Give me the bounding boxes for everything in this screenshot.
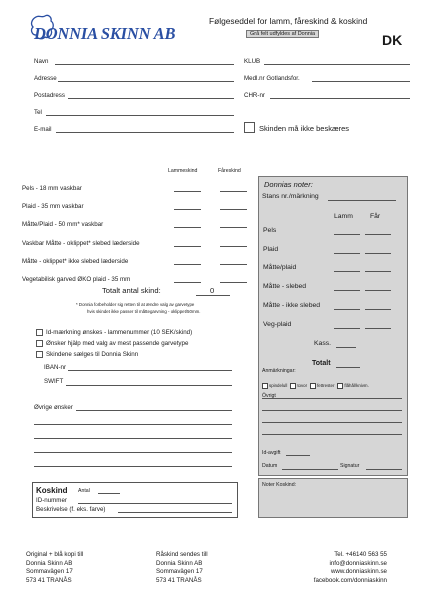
notes-col-sheep: Får (370, 213, 381, 220)
id-marking-checkbox[interactable] (36, 329, 43, 336)
footnote-line-2: hvis skindet ikke passer til måttegarvning - oklippet/50mm. (87, 309, 201, 314)
footer-original-copy (26, 551, 83, 585)
sell-skins-label: Skindene sælges til Donnia Skinn (46, 351, 139, 358)
note-lamb-field[interactable] (334, 309, 360, 310)
lamb-count-field[interactable] (174, 209, 201, 210)
other-notes-label: Övrigt (262, 393, 276, 399)
footer-col2-line4: 573 41 TRANÅS (156, 576, 202, 584)
discard-field[interactable] (336, 347, 356, 348)
footer-email-link[interactable]: info@donniaskinn.se (329, 559, 387, 567)
other-notes-field-4[interactable] (262, 434, 402, 435)
sheep-count-field[interactable] (220, 191, 247, 192)
help-choice-checkbox[interactable] (36, 340, 43, 347)
club-field[interactable] (264, 64, 410, 65)
footer-website-link[interactable]: www.donniaskinn.se (330, 568, 387, 576)
chr-label: CHR-nr (244, 92, 265, 99)
other-wishes-field-5[interactable] (34, 466, 232, 467)
remark-checkbox-4[interactable] (337, 383, 343, 389)
signature-field[interactable] (366, 469, 402, 470)
phone-field[interactable] (46, 115, 234, 116)
other-notes-field-2[interactable] (262, 410, 402, 411)
note-row-label: Måtte - slebed (263, 283, 307, 291)
member-number-label: Medl.nr Gotlandsfor. (244, 75, 300, 82)
remark-checkbox-2[interactable] (290, 383, 296, 389)
sheep-count-field[interactable] (220, 246, 247, 247)
logo-text: DONNIA SKINN AB (34, 24, 176, 43)
sheep-count-field[interactable] (220, 209, 247, 210)
sheep-count-field[interactable] (220, 227, 247, 228)
cowhide-description-label: Beskrivelse (f. eks. farve) (36, 506, 106, 513)
punch-number-label: Stans nr./märkning (262, 193, 319, 200)
form-title: Følgeseddel for lamm, fåreskind & koskind (209, 16, 368, 26)
postal-address-label: Postadress (34, 92, 65, 99)
note-sheep-field[interactable] (365, 328, 391, 329)
country-code: DK (382, 32, 403, 48)
cowhide-count-label: Antal (78, 488, 90, 494)
remarks-label: Anmärkningar: (262, 368, 296, 374)
footer-contact (314, 551, 387, 585)
footer-col1-line3: Sommavägen 17 (26, 568, 73, 576)
footer-col2-line1: Råskind sendes till (156, 551, 208, 558)
notes-col-lamb: Lamm (334, 213, 353, 220)
lamb-count-field[interactable] (174, 264, 201, 265)
remark-checkbox-1[interactable] (262, 383, 268, 389)
signature-label: Signatur (340, 463, 360, 469)
remark-checks (262, 377, 406, 387)
name-label: Navn (34, 58, 49, 65)
phone-label: Tel (34, 109, 42, 116)
date-field[interactable] (282, 469, 338, 470)
skin-type-label: Vegetabilisk garved ØKO plaid - 35 mm (22, 276, 131, 283)
donnia-notes-title: Donnias noter: (264, 180, 313, 189)
email-label: E-mail (34, 126, 52, 133)
note-row-label: Måtte - ikke slebed (263, 301, 321, 309)
notes-total-label: Totalt (312, 360, 331, 367)
footer-col1-line4: 573 41 TRANÅS (26, 576, 72, 584)
skin-type-label: Måtte - oklippet* ikke slebed læderside (22, 257, 129, 265)
date-label: Datum (262, 463, 278, 469)
discard-label: Kass. (314, 340, 331, 347)
note-lamb-field[interactable] (334, 234, 360, 235)
footer-col2-line2: Donnia Skinn AB (156, 559, 203, 567)
other-wishes-field-2[interactable] (34, 424, 232, 425)
footer-phone: Tel. +46140 563 55 (334, 551, 387, 558)
footer-facebook-link[interactable]: facebook.com/donniaskinn (313, 576, 387, 584)
note-row-label: Veg-plaid (263, 320, 292, 328)
other-notes-field-1[interactable] (262, 398, 402, 399)
id-marking-label: Id-mærkning ønskes - lammenummer (10 SEK/skind) (46, 329, 193, 336)
address-label: Adresse (34, 75, 57, 82)
lamb-count-field[interactable] (174, 246, 201, 247)
total-skins-label: Totalt antal skind: (102, 286, 161, 295)
other-wishes-field-3[interactable] (34, 438, 232, 439)
sheep-count-field[interactable] (220, 264, 247, 265)
note-lamb-field[interactable] (334, 271, 360, 272)
lamb-count-field[interactable] (174, 227, 201, 228)
remark-check-label-3: fettrester (317, 383, 335, 389)
iban-field[interactable] (68, 370, 232, 371)
other-wishes-label: Øvrige ønsker (34, 404, 73, 411)
grey-field-note: Grå felt udfyldes af Donnia (246, 30, 319, 38)
lamb-count-field[interactable] (174, 191, 201, 192)
skin-type-label: Vaskbar Måtte - oklippet* slebed læderside (22, 239, 140, 247)
notes-total-field[interactable] (336, 367, 360, 368)
no-trim-label: Skinden må ikke beskæres (259, 124, 350, 133)
skin-type-label: Plaid - 35 mm vaskbar (22, 203, 84, 211)
remark-check-label-2: tovor (297, 383, 308, 389)
email-field[interactable] (56, 132, 234, 133)
remark-checkbox-3[interactable] (310, 383, 316, 389)
footer-col1-line1: Original + blå kopi till (26, 551, 84, 558)
footer-col2-line3: Sommavägen 17 (156, 568, 203, 576)
member-number-field[interactable] (312, 81, 410, 82)
postal-address-field[interactable] (68, 98, 234, 99)
note-row-label: Pels (263, 227, 277, 234)
cowhide-id-field[interactable] (78, 503, 232, 504)
total-skins-underline (196, 295, 230, 296)
cowhide-count-field[interactable] (98, 493, 120, 494)
address-field[interactable] (58, 81, 234, 82)
footer-col1-line2: Donnia Skinn AB (26, 559, 73, 567)
note-lamb-field[interactable] (334, 253, 360, 254)
id-fee-label: Id-avgift (262, 450, 281, 456)
total-skins-value[interactable]: 0 (210, 286, 215, 295)
lamb-count-field[interactable] (174, 282, 201, 283)
sell-skins-checkbox[interactable] (36, 351, 43, 358)
other-wishes-field-4[interactable] (34, 452, 232, 453)
name-field[interactable] (55, 64, 234, 65)
col-lamb-header: Lammeskind (168, 168, 198, 174)
other-wishes-field-1[interactable] (76, 410, 232, 411)
note-lamb-field[interactable] (334, 290, 360, 291)
cowhide-title: Koskind (36, 486, 68, 495)
swift-field[interactable] (66, 385, 232, 386)
logo (28, 14, 188, 44)
note-sheep-field[interactable] (365, 290, 391, 291)
no-trim-checkbox[interactable] (244, 122, 255, 133)
note-sheep-field[interactable] (365, 271, 391, 272)
remark-check-label-4: flåhål/knivm. (344, 383, 369, 389)
cowhide-id-label: ID-nummer (36, 497, 67, 504)
punch-number-field[interactable] (328, 200, 396, 201)
note-sheep-field[interactable] (365, 309, 391, 310)
note-row-label: Måtte/plaid (263, 264, 297, 272)
footnote-line-1: * Donnia forbeholder sig retten til at ændre valg av garvetype (76, 302, 195, 307)
cowhide-description-field[interactable] (118, 512, 232, 513)
note-lamb-field[interactable] (334, 328, 360, 329)
footer-raw-skins (156, 551, 208, 585)
remark-check-label-1: spindelull (269, 383, 288, 389)
cowhide-notes-label: Noter Koskind: (262, 482, 297, 488)
note-row-label: Plaid (263, 245, 279, 253)
skin-type-label: Pels - 18 mm vaskbar (22, 185, 82, 192)
id-fee-field[interactable] (286, 455, 310, 456)
swift-label: SWIFT (44, 378, 64, 385)
iban-label: IBAN-nr (44, 364, 67, 371)
note-sheep-field[interactable] (365, 253, 391, 254)
col-sheep-header: Fåreskind (218, 168, 241, 174)
club-label: KLUB (244, 58, 261, 65)
note-sheep-field[interactable] (365, 234, 391, 235)
help-choice-label: Ønsker hjälp med valg av mest passende garvetype (46, 340, 189, 347)
sheep-count-field[interactable] (220, 282, 247, 283)
other-notes-field-3[interactable] (262, 422, 402, 423)
skin-type-label: Måtte/Plaid - 50 mm* vaskbar (22, 221, 104, 229)
chr-field[interactable] (270, 98, 410, 99)
